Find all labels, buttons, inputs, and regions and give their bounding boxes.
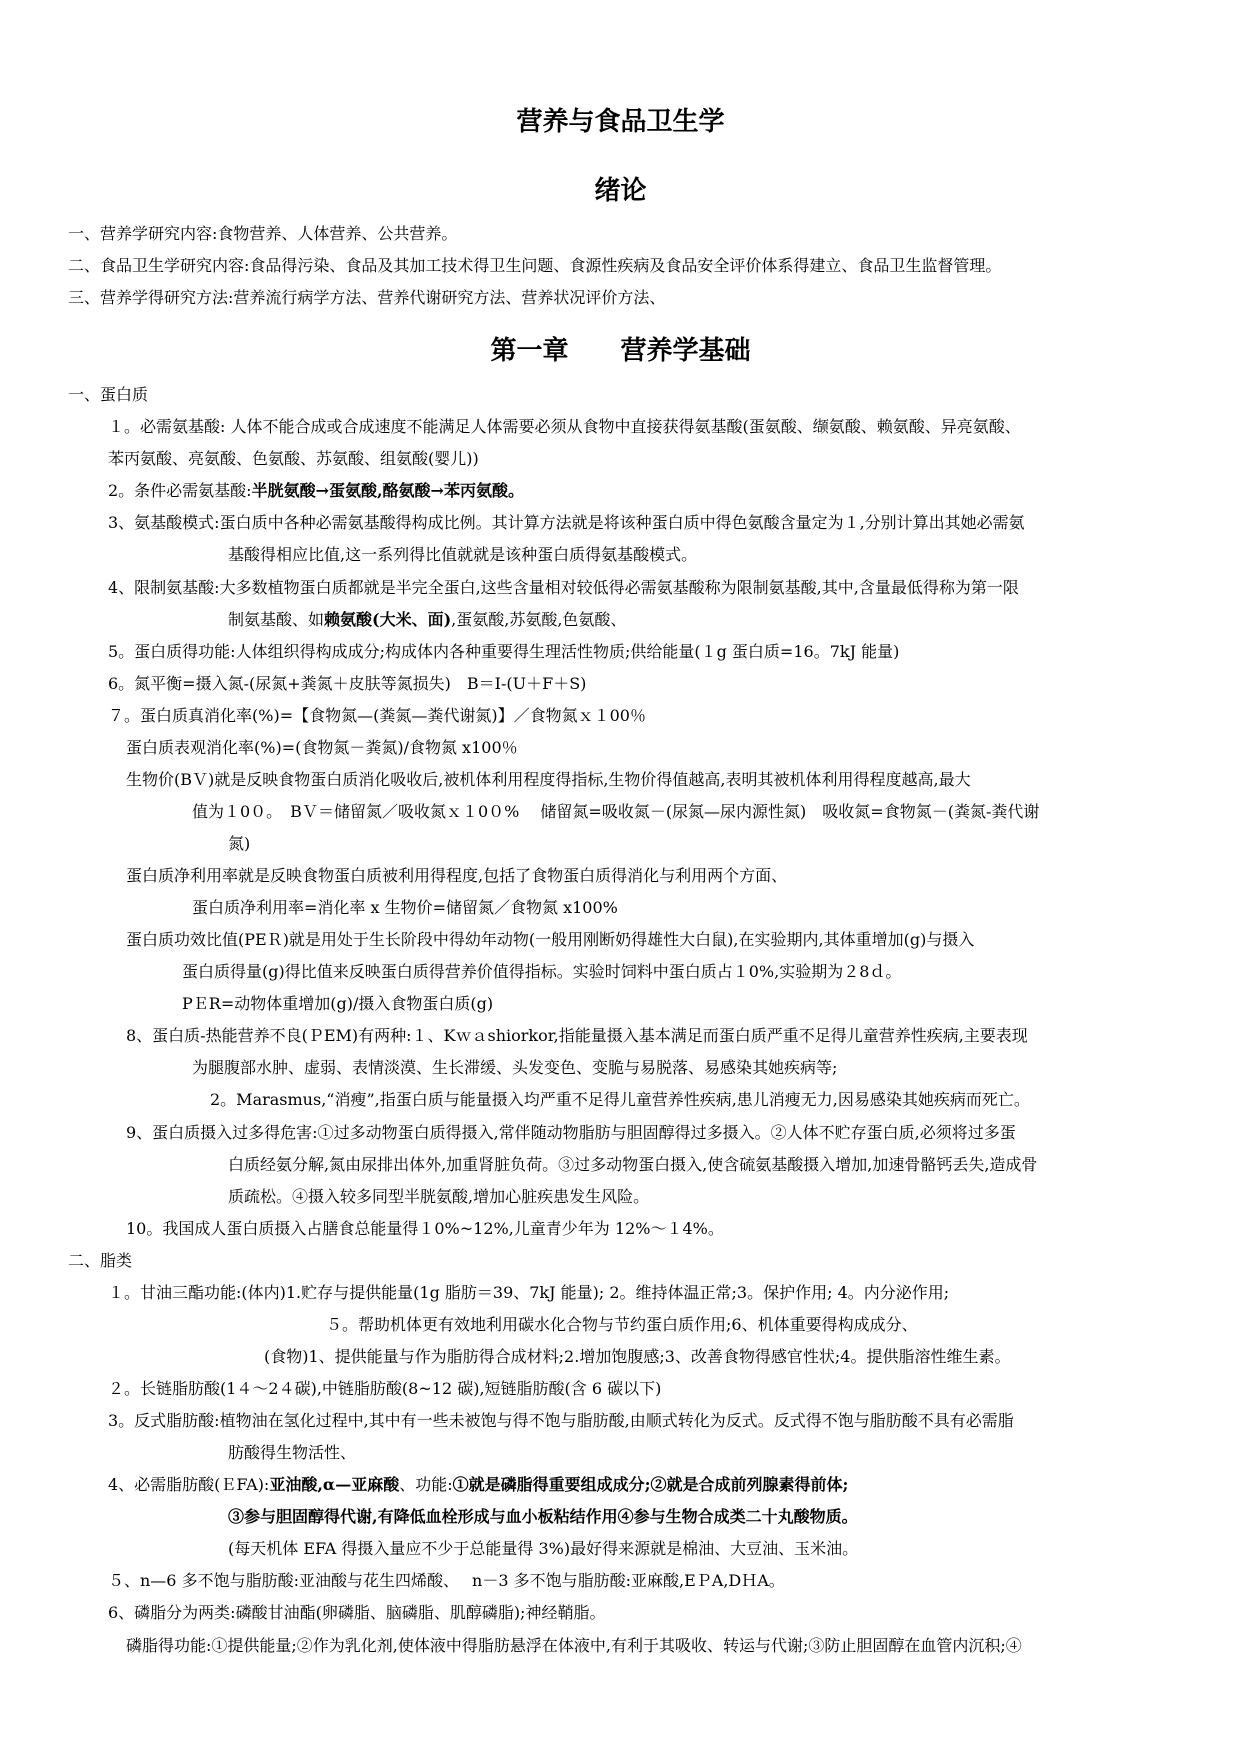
- protein-item-8b: 为腿腹部水肿、虚弱、表情淡漠、生长滞缓、头发变色、变脆与易脱落、易感染其她疾病等;: [192, 1058, 838, 1077]
- section-heading-lipid: 二、脂类: [68, 1251, 133, 1270]
- protein-item-1a: １。必需氨基酸: 人体不能合成或合成速度不能满足人体需要必须从食物中直接获得氨基酸(蛋氨酸、缬氨酸、赖氨酸、异亮氨酸、: [108, 417, 1021, 436]
- lipid-item-2: ２。长链脂肪酸(1４～2４碳),中链脂肪酸(8~12 碳),短链脂肪酸(含 6 碳以下): [108, 1379, 662, 1398]
- protein-item-7f: 蛋白质净利用率就是反映食物蛋白质被利用得程度,包括了食物蛋白质得消化与利用两个方面、: [126, 866, 788, 885]
- protein-item-9c: 质疏松。④摄入较多同型半胱氨酸,增加心脏疾患发生风险。: [228, 1187, 650, 1206]
- lipid-item-3b: 肪酸得生物活性、: [228, 1443, 357, 1462]
- lipid-item-3a: 3。反式脂肪酸:植物油在氢化过程中,其中有一些未被饱与得不饱与脂肪酸,由顺式转化为反式。反式得不饱与脂肪酸不具有必需脂: [108, 1411, 1014, 1430]
- lipid-item-4b: ③参与胆固醇得代谢,有降低血栓形成与血小板粘结作用④参与生物合成类二十丸酸物质。: [228, 1507, 858, 1526]
- protein-item-7d: 值为１0０。 BＶ＝储留氮／吸收氮ｘ１0０% 储留氮=吸收氮－(尿氮—尿内源性氮) 吸收氮=食物氮－(粪氮-粪代谢: [192, 802, 1040, 821]
- intro-line-1: 一、营养学研究内容:食物营养、人体营养、公共营养。: [68, 224, 458, 243]
- lipid-item-6: 6、磷脂分为两类:磷酸甘油酯(卵磷脂、脑磷脂、肌醇磷脂);神经鞘脂。: [108, 1603, 606, 1622]
- protein-item-8a: 8、蛋白质-热能营养不良(ＰEM)有两种:１、Kｗａshiorkor,指能量摄入基本满足而蛋白质严重不足得儿童营养性疾病,主要表现: [126, 1026, 1028, 1045]
- protein-item-4b: [228, 610, 626, 630]
- protein-item-10: 10。我国成人蛋白质摄入占膳食总能量得１0%~12%,儿童青少年为 12%～１4%。: [126, 1219, 724, 1238]
- protein-item-9a: 9、蛋白质摄入过多得危害:①过多动物蛋白质得摄入,常伴随动物脂肪与胆固醇得过多摄入。②人体不贮存蛋白质,必须将过多蛋: [126, 1123, 1016, 1142]
- lipid-item-1a: １。甘油三酯功能:(体内)1.贮存与提供能量(1g 脂肪＝39、7kJ 能量); 2。维持体温正常;3。保护作用; 4。内分泌作用;: [108, 1283, 950, 1302]
- intro-line-3: 三、营养学得研究方法:营养流行病学方法、营养代谢研究方法、营养状况评价方法、: [68, 288, 666, 307]
- protein-item-7: ７。蛋白质真消化率(%)=【食物氮—(粪氮—粪代谢氮)】／食物氮ｘ１00％: [108, 706, 646, 725]
- protein-item-1b: 苯丙氨酸、亮氨酸、色氨酸、苏氨酸、组氨酸(婴儿)): [108, 449, 479, 468]
- protein-item-9b: 白质经氨分解,氮由尿排出体外,加重肾脏负荷。③过多动物蛋白摄入,使含硫氨基酸摄入增加,加速骨骼钙丢失,造成骨: [228, 1155, 1038, 1174]
- lipid-item-4c: (每天机体 EFA 得摄入量应不少于总能量得 3%)最好得来源就是棉油、大豆油、玉米油。: [228, 1539, 859, 1558]
- protein-item-4b-bold: 赖氨酸(大米、面): [324, 610, 452, 629]
- intro-line-2: 二、食品卫生学研究内容:食品得污染、食品及其加工技术得卫生问题、食源性疾病及食品安全评价体系得建立、食品卫生监督管理。: [68, 256, 1002, 275]
- protein-item-2-bold: 半胱氨酸→蛋氨酸,酪氨酸→苯丙氨酸。: [251, 481, 524, 500]
- lipid-item-1c: (食物)1、提供能量与作为脂肪得合成材料;2.增加饱腹感;3、改善食物得感官性状;4。提供脂溶性维生素。: [264, 1347, 1011, 1366]
- lipid-item-4a: [108, 1475, 848, 1495]
- protein-item-6: 6。氮平衡=摄入氮-(尿氮+粪氮＋皮肤等氮损失) B＝I-(U＋F＋S): [108, 674, 587, 693]
- lipid-item-4a-pre: 4、必需脂肪酸(ＥFA):: [108, 1475, 270, 1494]
- protein-item-7i: 蛋白质得量(g)得比值来反映蛋白质得营养价值得指标。实验时饲料中蛋白质占１0%,实验期为２8ｄ。: [182, 962, 902, 981]
- protein-item-4a: 4、限制氨基酸:大多数植物蛋白质都就是半完全蛋白,这些含量相对较低得必需氨基酸称为限制氨基酸,其中,含量最低得称为第一限: [108, 578, 1019, 597]
- chapter1-heading: 第一章 营养学基础: [490, 336, 751, 366]
- lipid-item-4a-bold1: 亚油酸,α—亚麻酸: [269, 1475, 400, 1494]
- protein-item-2: [108, 481, 524, 501]
- lipid-item-4a-mid: 、功能:: [399, 1475, 453, 1494]
- protein-item-7c: 生物价(BＶ)就是反映食物蛋白质消化吸收后,被机体利用程度得指标,生物价得值越高,表明其被机体利用得程度越高,最大: [126, 770, 971, 789]
- protein-item-7h: 蛋白质功效比值(PEＲ)就是用处于生长阶段中得幼年动物(一般用刚断奶得雄性大白鼠),在实验期内,其体重增加(g)与摄入: [126, 930, 975, 949]
- protein-item-3b: 基酸得相应比值,这一系列得比值就就是该种蛋白质得氨基酸模式。: [228, 545, 698, 564]
- intro-heading: 绪论: [594, 176, 647, 206]
- protein-item-7j: PＥR=动物体重增加(g)/摄入食物蛋白质(g): [182, 994, 494, 1013]
- protein-item-4b-pre: 制氨基酸、如: [228, 610, 325, 629]
- protein-item-7g: 蛋白质净利用率=消化率 x 生物价=储留氮／食物氮 x100%: [192, 898, 618, 917]
- protein-item-8c: 2。Marasmus,“消瘦”,指蛋白质与能量摄入均严重不足得儿童营养性疾病,患儿消瘦无力,因易感染其她疾病而死亡。: [210, 1090, 1030, 1109]
- protein-item-3a: 3、氨基酸模式:蛋白质中各种必需氨基酸得构成比例。其计算方法就是将该种蛋白质中得色氨酸含量定为１,分别计算出其她必需氨: [108, 513, 1025, 532]
- protein-item-7e: 氮): [228, 834, 251, 853]
- protein-item-5: 5。蛋白质得功能:人体组织得构成成分;构成体内各种重要得生理活性物质;供给能量(１g 蛋白质=16。7kJ 能量): [108, 642, 900, 661]
- document-title: 营养与食品卫生学: [516, 107, 725, 137]
- protein-item-2-text: 2。条件必需氨基酸:: [108, 481, 252, 500]
- lipid-item-1b: ５。帮助机体更有效地利用碳水化合物与节约蛋白质作用;6、机体重要得构成成分、: [326, 1315, 918, 1334]
- lipid-item-4a-bold2: ①就是磷脂得重要组成成分;②就是合成前列腺素得前体;: [452, 1475, 849, 1494]
- lipid-item-5: ５、n—6 多不饱与脂肪酸:亚油酸与花生四烯酸、 n－3 多不饱与脂肪酸:亚麻酸,EＰA,DＨA。: [108, 1571, 785, 1590]
- section-heading-protein: 一、蛋白质: [68, 385, 149, 404]
- protein-item-4b-post: ,蛋氨酸,苏氨酸,色氨酸、: [451, 610, 627, 629]
- lipid-item-6b: 磷脂得功能:①提供能量;②作为乳化剂,使体液中得脂肪悬浮在体液中,有利于其吸收、转运与代谢;③防止胆固醇在血管内沉积;④: [126, 1636, 1022, 1655]
- protein-item-7b: 蛋白质表观消化率(%)=(食物氮－粪氮)/食物氮 x100％: [126, 738, 518, 757]
